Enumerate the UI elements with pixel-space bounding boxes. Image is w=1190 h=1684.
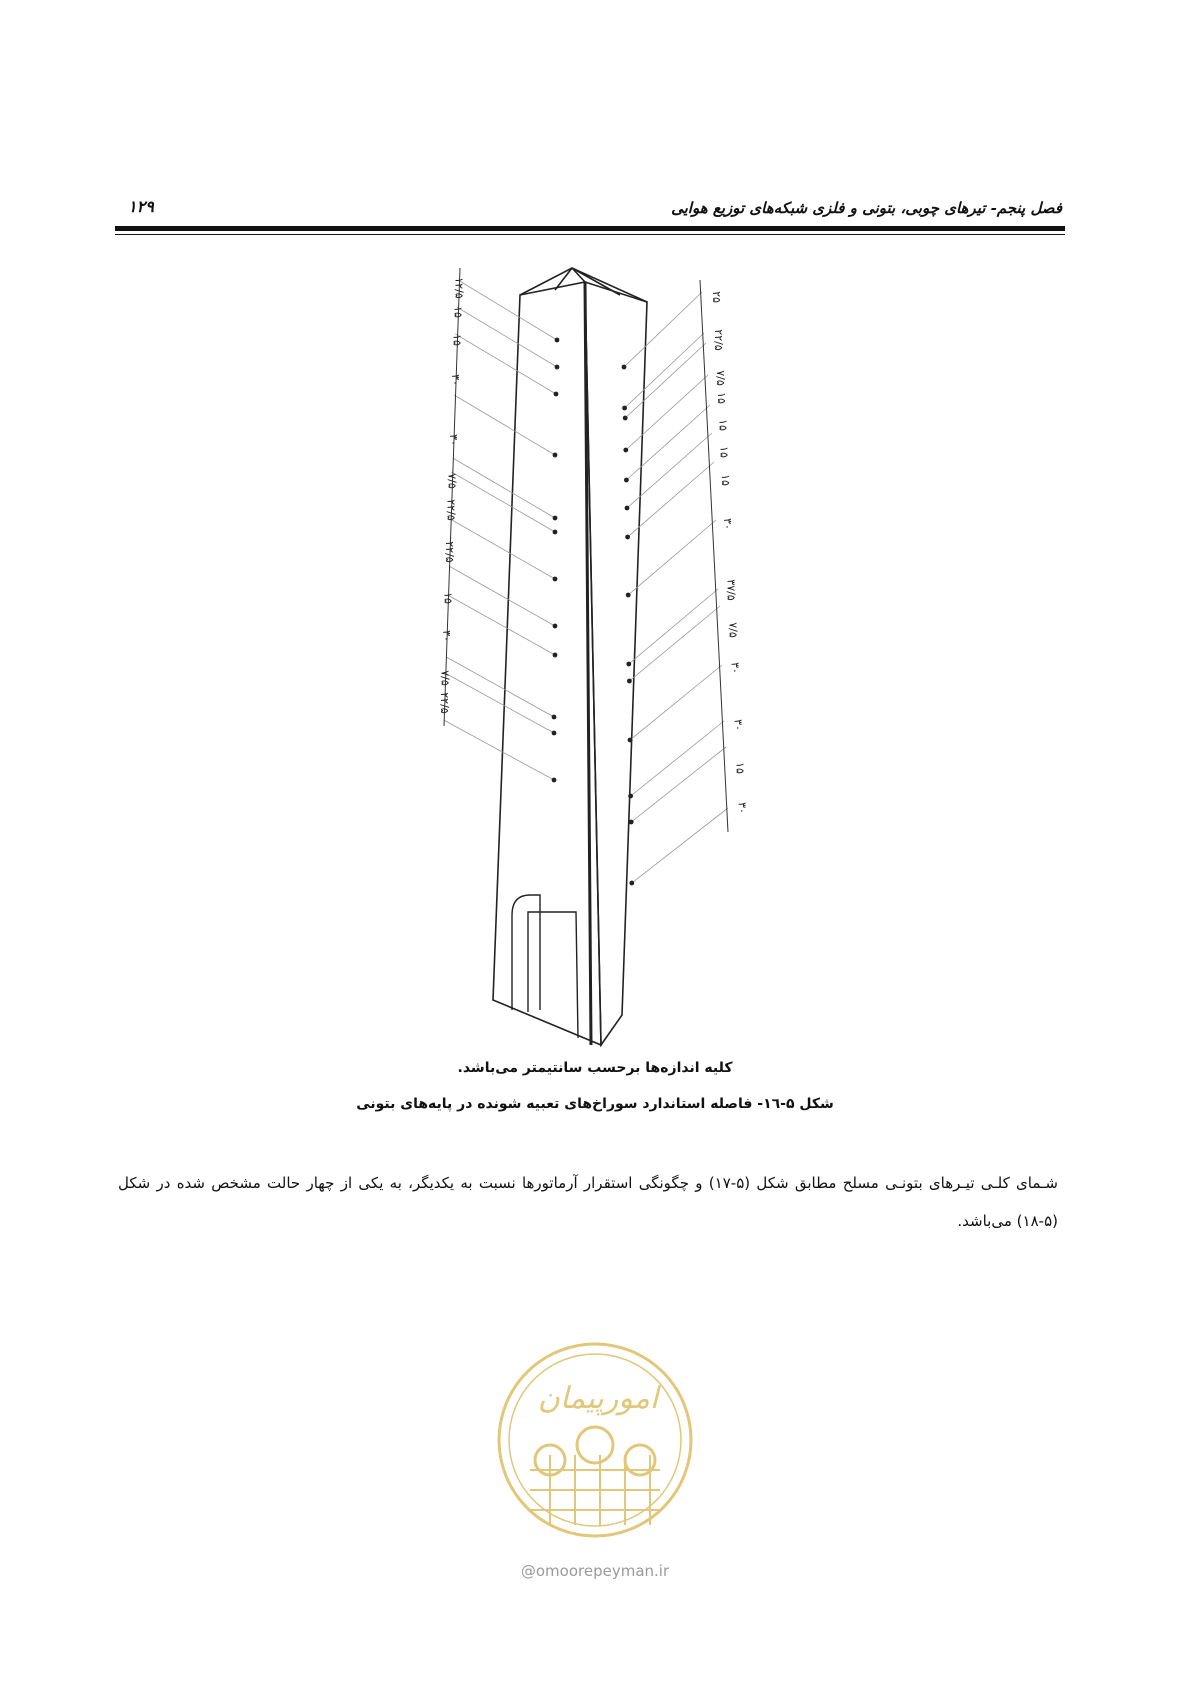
pole-hole [628,794,633,799]
right-dimension-label: ۱۵ [717,446,731,458]
leader-line [448,595,555,655]
pole-hole [622,406,627,411]
right-dimension-label: ۱۵ [716,419,730,431]
left-dimension-label: ۱۵ [450,334,464,346]
watermark-url: @omoorepeyman.ir [520,1562,670,1580]
left-dimension-label: ۳۰ [440,630,454,642]
left-dimension-label: ۱۵ [451,306,465,318]
left-dimension-label: ۷/۵ [438,670,452,686]
leader-line [452,472,556,532]
pole-hole [626,662,631,667]
pole-hole [624,478,629,483]
leader-line [450,519,555,579]
pole-hole [553,453,558,458]
leader-line [626,405,710,480]
leader-line [624,292,702,367]
right-dimension-label: ۷/۵ [713,370,727,386]
pole-hole [554,392,559,397]
right-dimension-label: ۳۰ [731,719,745,731]
pole-hole [628,738,633,743]
figure-note: کلیه اندازه‌ها برحسب سانتیمتر می‌باشد. [457,1060,733,1076]
right-dimension-line [700,280,728,832]
right-dimension-label: ۱۵ [719,474,732,486]
pole-hole [629,820,634,825]
leader-line [630,665,722,740]
pole-hole [553,577,558,582]
right-dimension-label: ۱۵ [714,392,728,404]
right-dimension-label: ۷/۵ [726,622,740,638]
leader-line [453,458,555,518]
pole-hole [555,365,560,370]
left-dimension-label: ۱۲/۵ [452,277,466,299]
pole-hole [553,624,558,629]
right-dimension-label: ۳۰ [721,518,735,530]
leader-line [455,334,556,394]
pole-cap [520,268,647,302]
right-dimension-label: ۳۰ [735,802,749,814]
leader-line [629,606,720,681]
pole-hole [555,338,560,343]
pole-hole [552,715,557,720]
leader-line [628,520,716,595]
page-number: ۱۲۹ [128,197,154,216]
pole-hole [552,778,557,783]
leader-line [458,280,557,340]
pole-hole [553,530,558,535]
leader-line [449,566,555,626]
pole-hole [553,516,558,521]
leader-line [444,720,554,780]
pole-hole [552,731,557,736]
left-dimension-label: ۱۵ [441,592,455,604]
leader-line [627,433,712,508]
left-dimension-label: ۷/۵ [445,473,459,489]
leader-line [446,657,554,717]
watermark [490,1330,700,1580]
right-dimension-label: ۱۵ [733,762,747,774]
pole-hole [629,881,634,886]
pole-right-face [585,282,647,1045]
watermark-seal [490,1330,700,1560]
pole-hole [625,506,630,511]
left-dimension-label: ۲۲/۵ [444,499,458,521]
leader-line [632,808,728,883]
pole-hole [622,365,627,370]
figure-caption: شکل ۵-۱٦- فاصله استاندارد سوراخ‌های تعبیه شونده در پایه‌های بتونی [356,1096,834,1112]
pole-hole [623,416,628,421]
leader-line [457,307,557,367]
left-dimension-label: ۲۲/۵ [443,541,457,563]
body-paragraph: شـمای کلـی تیـرهای بتونـی مسلح مطابق شکل (۵-۱۷) و چگونگی استقرار آرماتورها نسبت به یکدیگر، به یکی از چهار حالت مشخص شده در شکل (۵-۱۸) می‌باشد. [118,1174,1058,1230]
right-dimension-label: ۲۲/۵ [712,329,725,351]
leader-line [629,589,718,664]
chapter-title: فصل پنجم- تیرهای چوبی، بتونی و فلزی شبکه‌های توزیع هوایی [671,199,1062,217]
leader-line [626,375,708,450]
pole-hole [553,653,558,658]
right-dimension-label: ۲۵ [709,291,723,303]
left-dimension-label: ۳۰ [446,434,460,446]
pole-hole [627,679,632,684]
pole-hole [623,448,628,453]
leader-line [454,395,555,455]
pole-hole [625,535,630,540]
right-dimension-label: ۳۷/۵ [724,579,738,601]
left-dimension-label: ۳۰ [449,374,463,386]
right-dimension-label: ۳۰ [728,662,742,674]
pole-hole [626,593,631,598]
leader-line [445,673,554,733]
leader-line [631,721,724,796]
leader-line [625,333,704,408]
watermark-logo: امورپیمان [537,1381,659,1416]
left-dimension-label: ۲۲/۵ [437,692,451,714]
